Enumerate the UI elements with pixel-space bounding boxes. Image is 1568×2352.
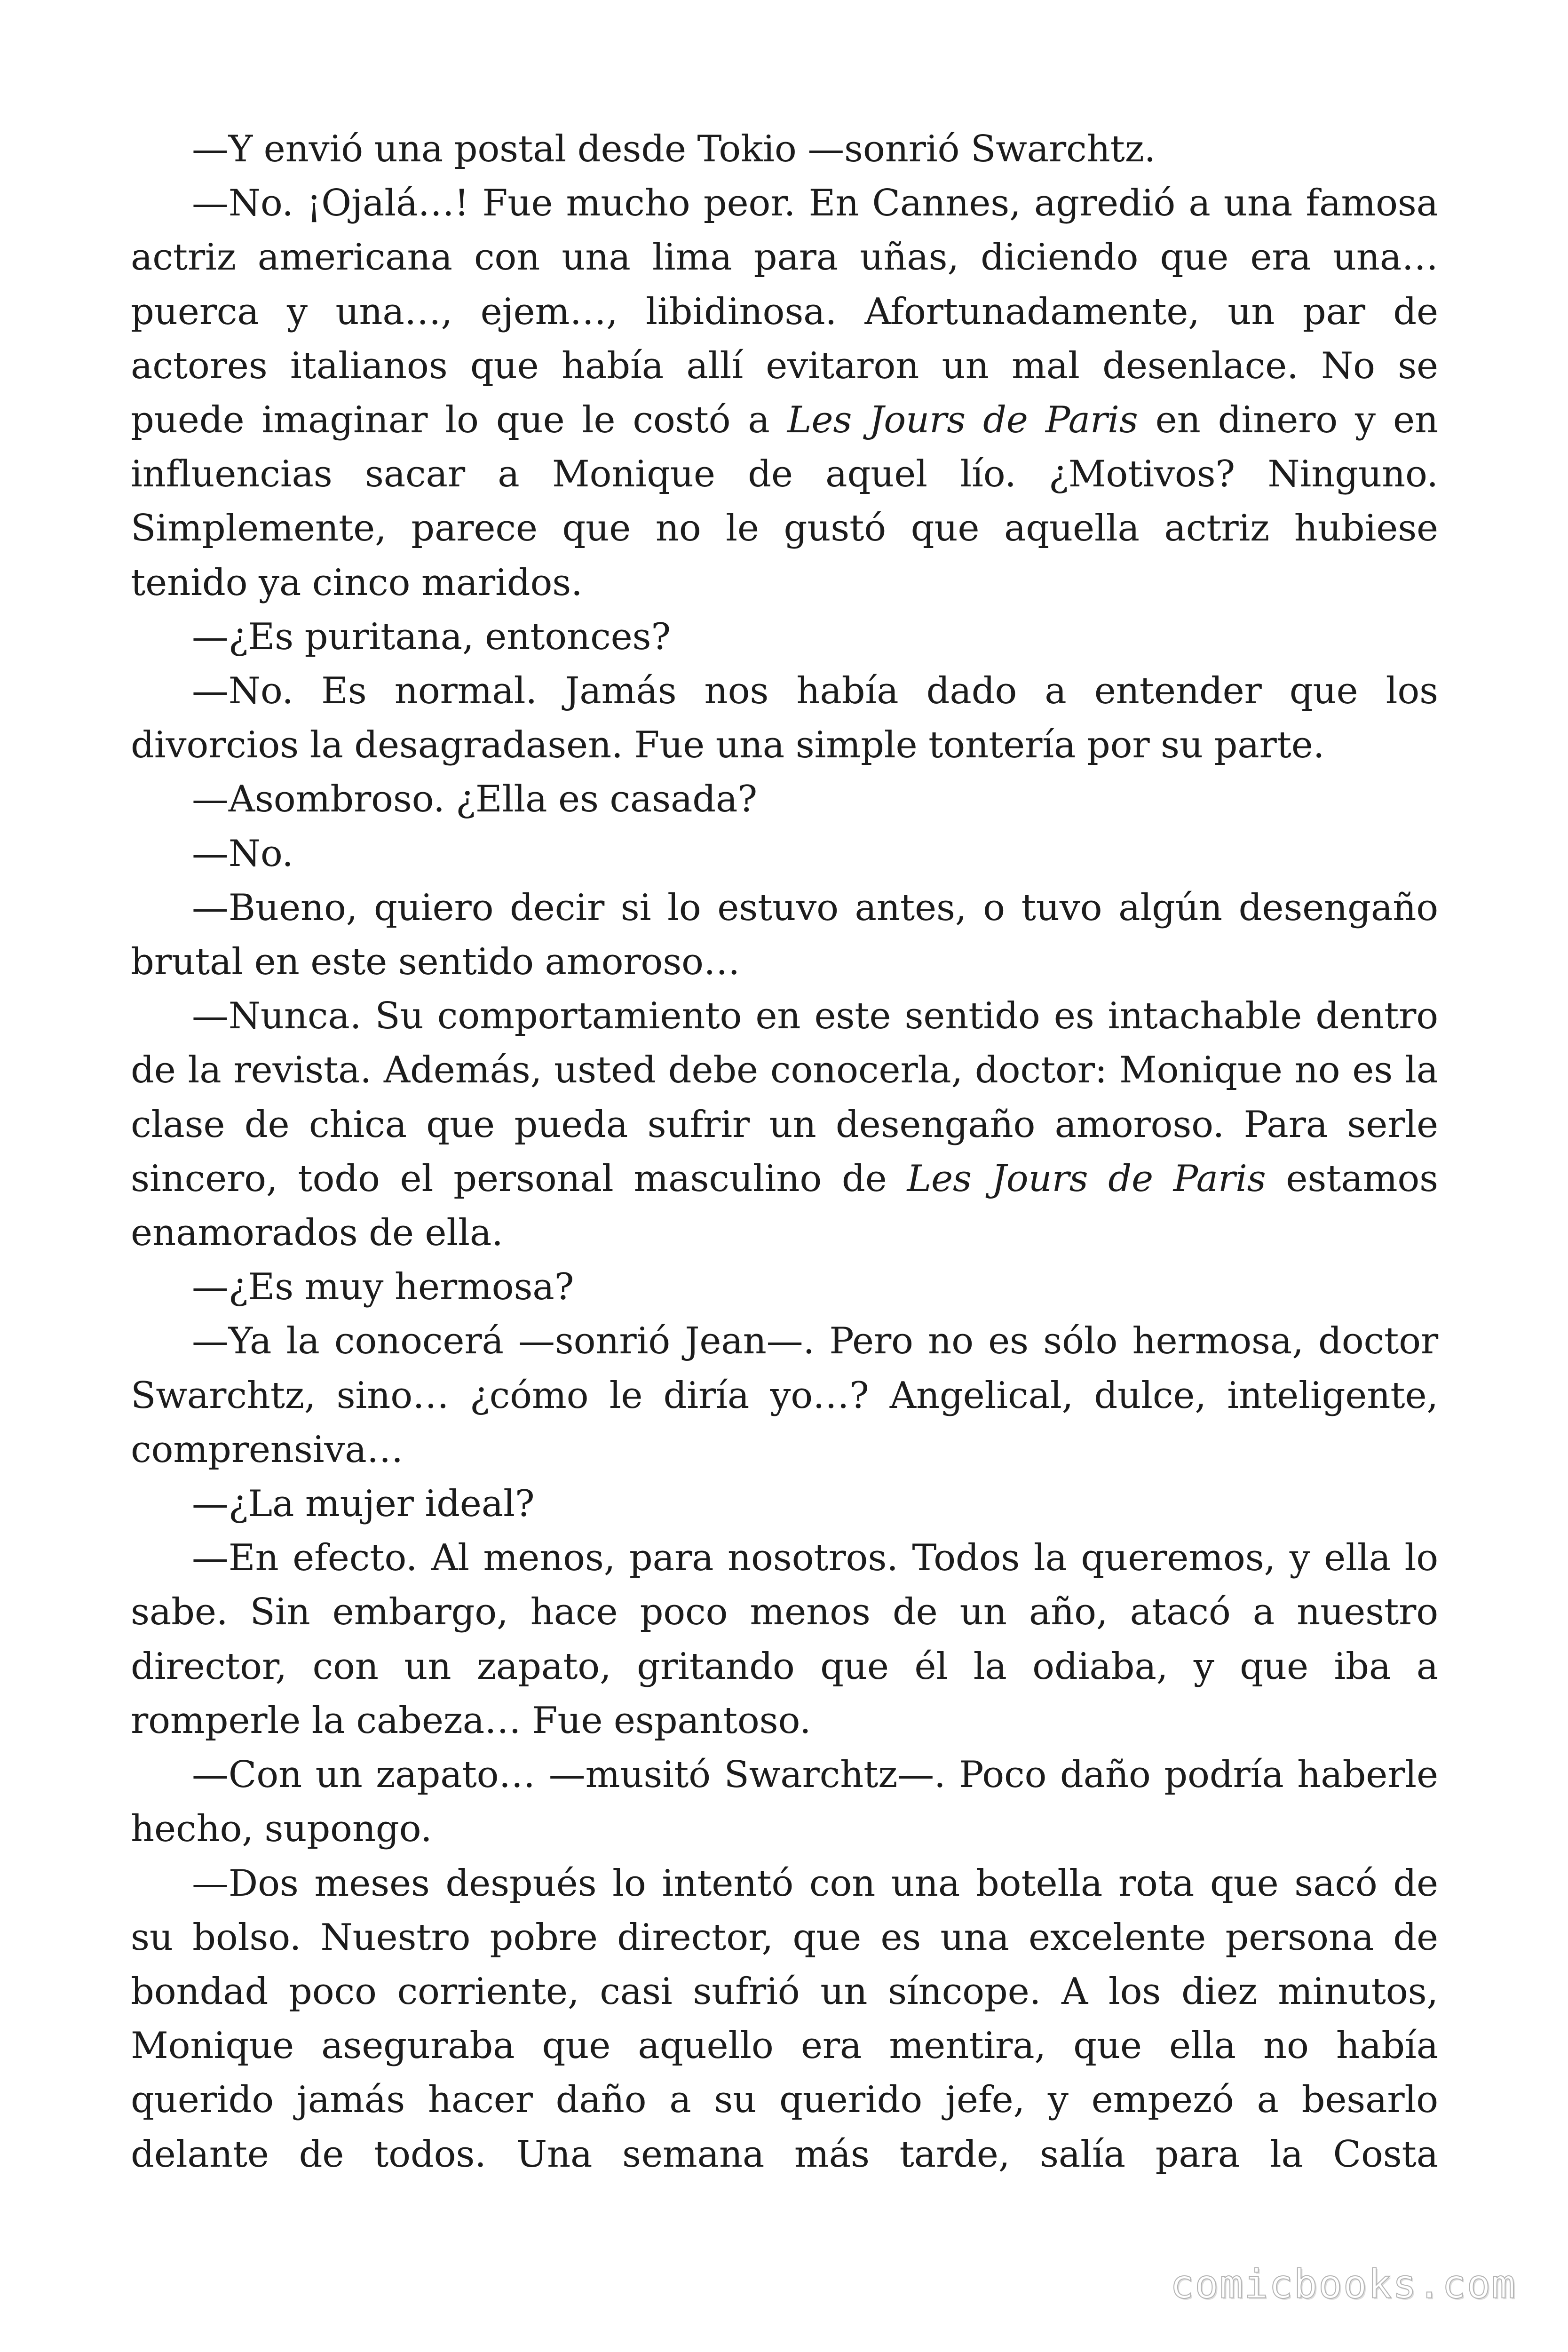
magazine-title-italic: Les Jours de Paris <box>907 1157 1266 1200</box>
paragraph-2: —No. ¡Ojalá…! Fue mucho peor. En Cannes, agredió a una famosa actriz americana con una lima para uñas, diciendo que era una… puerca y una…, ejem…, libidinosa. Afortunadamente, un par de actores italianos que había allí evitaron un mal desenlace. No se puede imaginar lo que le costó a Les Jours de Paris en dinero y en influencias sacar a Monique de aquel lío. ¿Motivos? Ninguno. Simplemente, parece que no le gustó que aquella actriz hubiese tenido ya cinco maridos. <box>131 182 1438 604</box>
paragraph-1: —Y envió una postal desde Tokio —sonrió Swarchtz. <box>192 128 1156 170</box>
watermark: comicbooks.com <box>1170 2261 1516 2307</box>
paragraph-14: —Dos meses después lo intentó con una botella rota que sacó de su bolso. Nuestro pobre director, que es una excelente persona de bondad poco corriente, casi sufrió un síncope. A los diez minutos, Monique aseguraba que aquello era mentira, que ella no había querido jamás hacer daño a su querido jefe, y empezó a besarlo delante de todos. Una semana más tarde, salía para la Costa <box>131 1862 1438 2176</box>
paragraph-8: —Nunca. Su comportamiento en este sentido es intachable dentro de la revista. Además, usted debe conocerla, doctor: Monique no es la clase de chica que pueda sufrir un desengaño amoroso. Para serle sincero, todo el personal masculino de Les Jours de Paris estamos enamorados de ella. <box>131 995 1438 1255</box>
paragraph-3: —¿Es puritana, entonces? <box>192 615 671 658</box>
paragraph-11: —¿La mujer ideal? <box>192 1483 535 1526</box>
magazine-title-italic: Les Jours de Paris <box>787 399 1138 442</box>
paragraph-4: —No. Es normal. Jamás nos había dado a entender que los divorcios la desagradasen. Fue una simple tontería por su parte. <box>131 670 1438 767</box>
paragraph-10: —Ya la conocerá —sonrió Jean—. Pero no es sólo hermosa, doctor Swarchtz, sino… ¿cómo le diría yo…? Angelical, dulce, inteligente, comprensiva… <box>131 1320 1438 1471</box>
paragraph-7: —Bueno, quiero decir si lo estuvo antes, o tuvo algún desengaño brutal en este sentido amoroso… <box>131 886 1438 984</box>
paragraph-6: —No. <box>192 832 293 875</box>
paragraph-9: —¿Es muy hermosa? <box>192 1266 574 1309</box>
page-body <box>131 122 1438 2182</box>
paragraph-12: —En efecto. Al menos, para nosotros. Todos la queremos, y ella lo sabe. Sin embargo, hace poco menos de un año, atacó a nuestro director, con un zapato, gritando que él la odiaba, y que iba a romperle la cabeza… Fue espantoso. <box>131 1537 1438 1742</box>
paragraph-13: —Con un zapato… —musitó Swarchtz—. Poco daño podría haberle hecho, supongo. <box>131 1754 1438 1851</box>
paragraph-5: —Asombroso. ¿Ella es casada? <box>192 778 757 821</box>
